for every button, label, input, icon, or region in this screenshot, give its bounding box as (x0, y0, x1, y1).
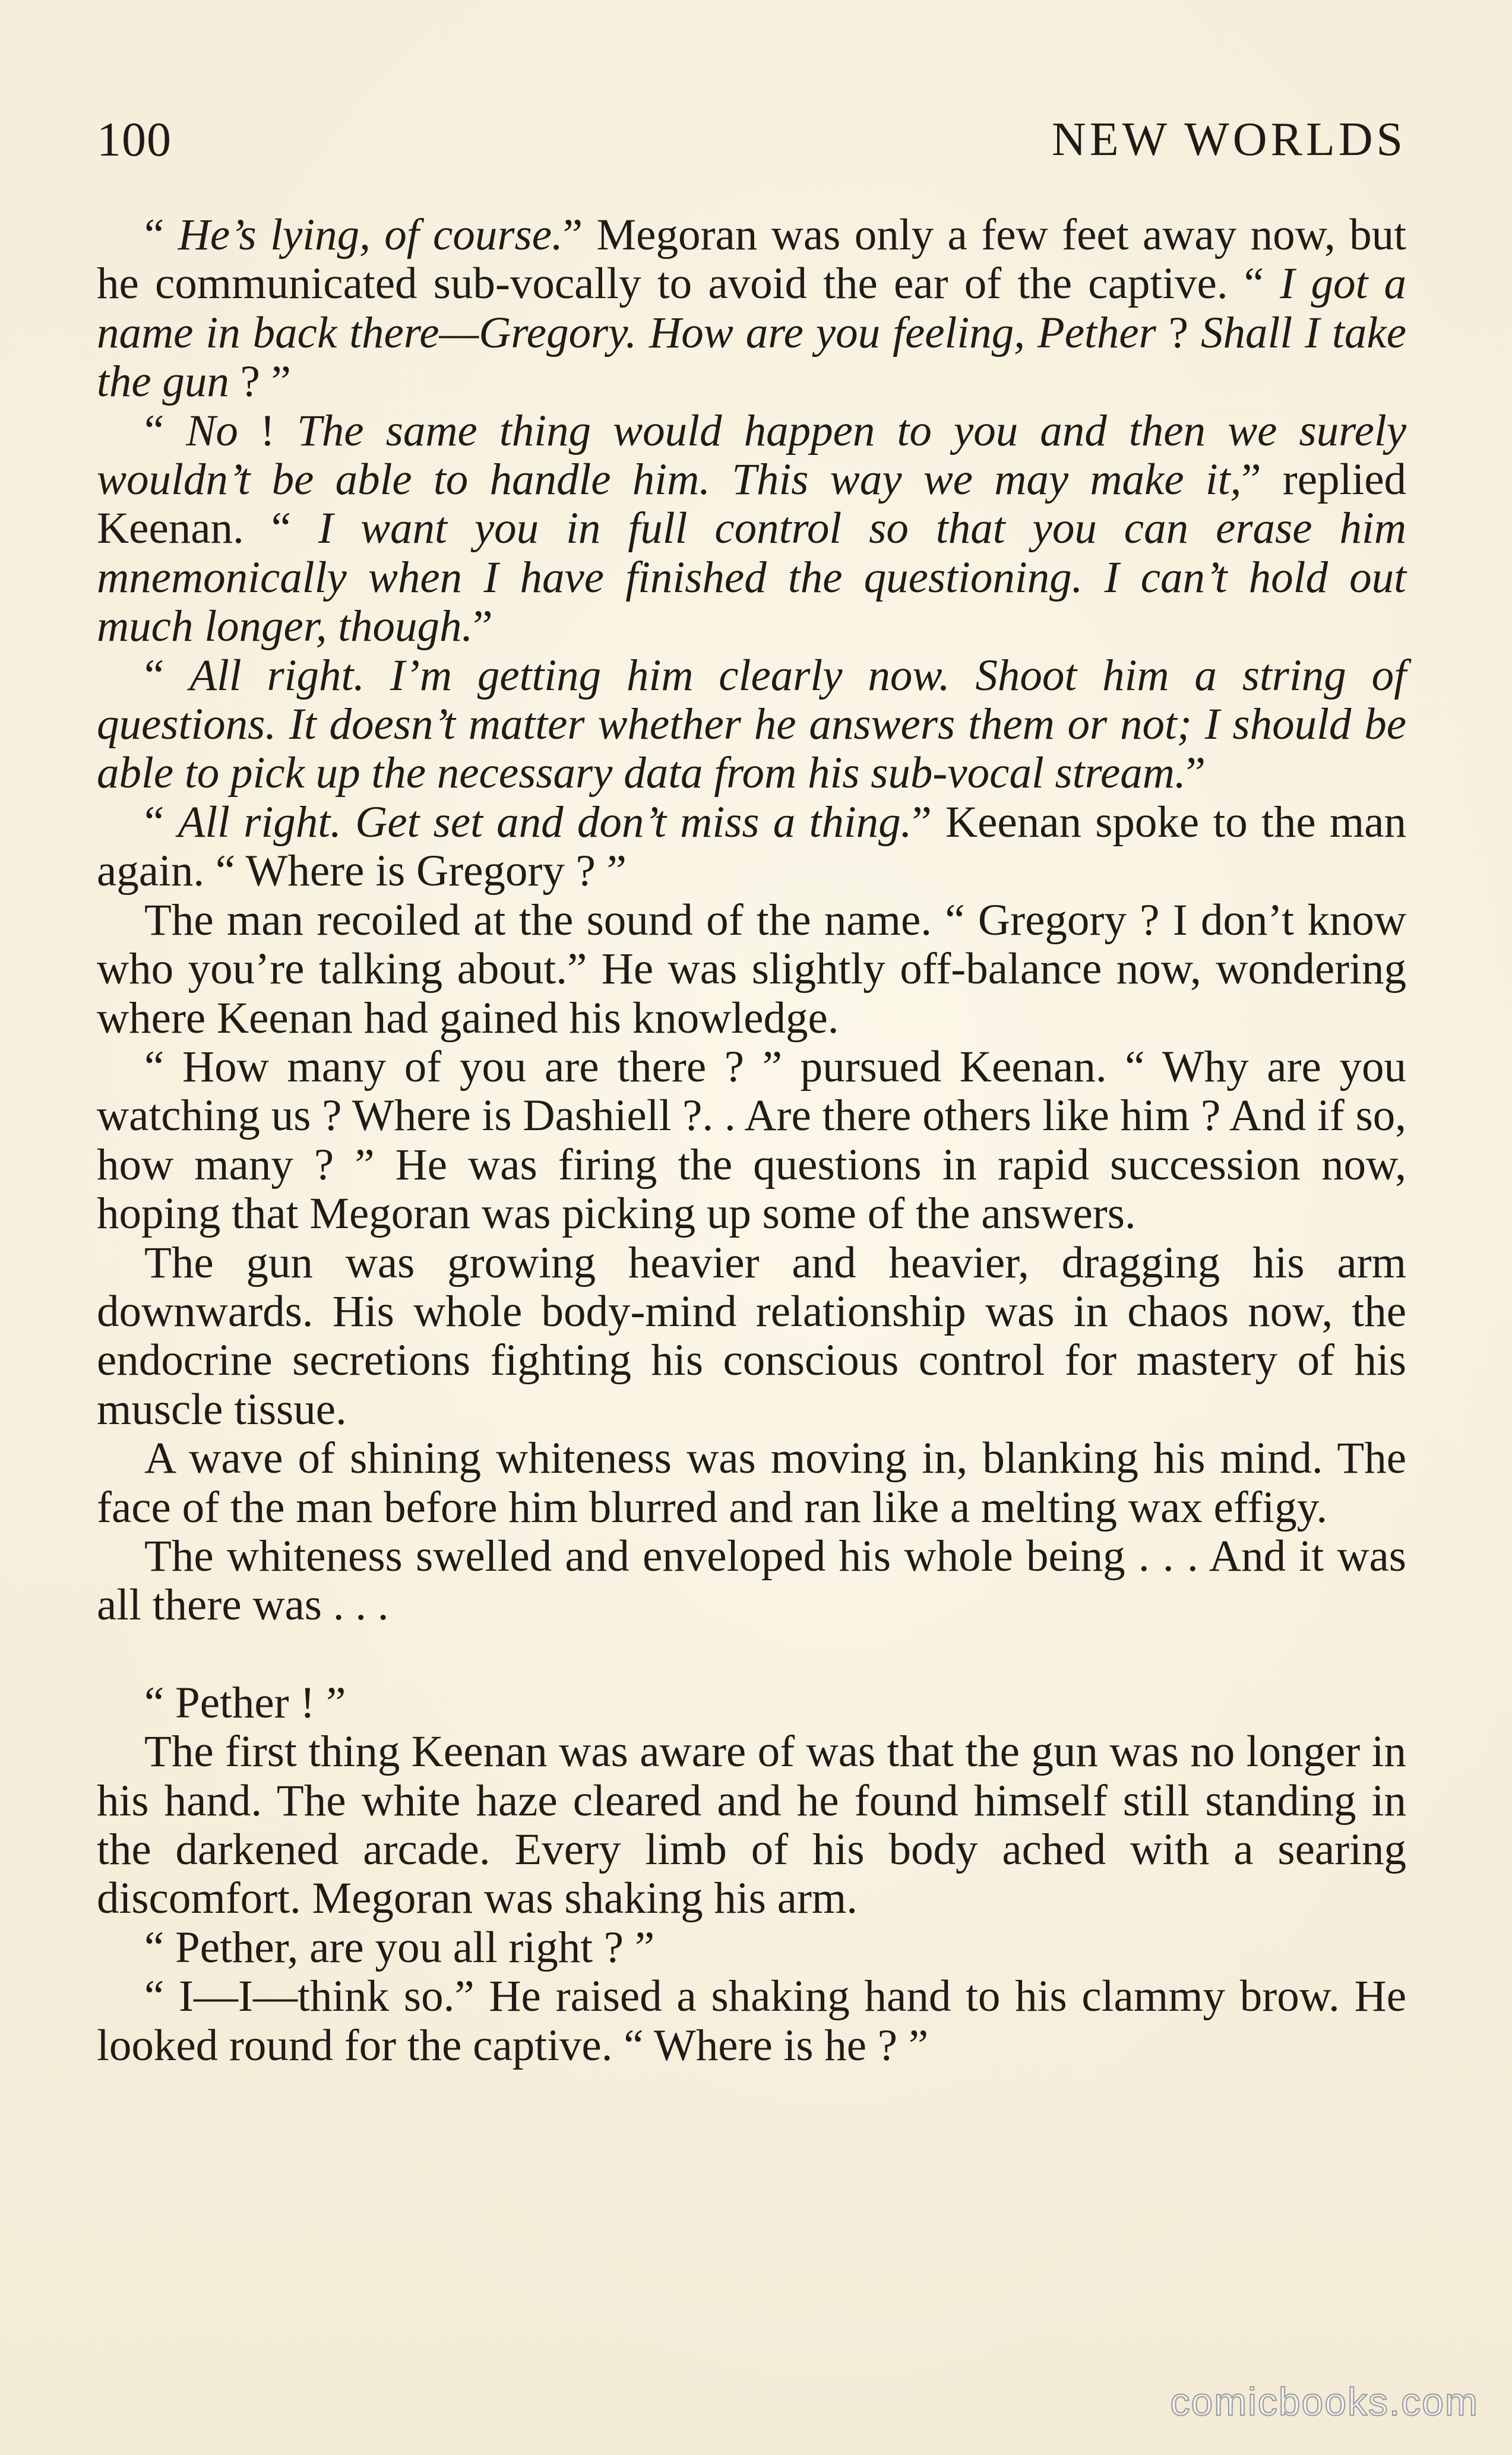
text-run: “ Pether, are you all right ? ” (144, 1922, 655, 1972)
text-run: ? ” (229, 357, 291, 407)
italic-text: I want you in full control so that you can erase him mnemonically when I have finished the questioning. I can’t hold out much longer, though. (97, 504, 1406, 651)
italic-text: All right. I’m getting him clearly now. Shoot him a string of questions. It doesn’t matter whether he answers them or not; I should be able to pick up the necessary data from his sub-vocal stream. (97, 650, 1406, 798)
paragraph (97, 211, 1406, 407)
italic-text: He’s lying, of course. (178, 210, 563, 260)
italic-text: I got a name in back there—Gregory. How are you feeling, Pether (97, 259, 1406, 358)
text-run: The whiteness swelled and enveloped his whole being . . . And it was all there was . . . (97, 1531, 1406, 1630)
text-run: ? (1156, 308, 1201, 358)
paragraph (97, 1972, 1406, 2070)
text-run: ” Keenan spoke to the man again. “ Where is Gregory ? ” (97, 797, 1407, 896)
paragraph (97, 1728, 1406, 1923)
paragraph (97, 1239, 1406, 1435)
paragraph (97, 1434, 1406, 1532)
italic-text: Shall I take the gun (97, 308, 1406, 407)
running-title: NEW WORLDS (1051, 113, 1406, 166)
paragraph (97, 1923, 1406, 1972)
paragraph (97, 896, 1406, 1043)
watermark-logo: comicbooks.com (1170, 2380, 1479, 2424)
body-text (97, 211, 1406, 2070)
text-run: “ How many of you are there ? ” pursued Keenan. “ Why are you watching us ? Where is Dashiell ?. . Are there others like him ? And if so, how many ? ” He was firing the questions in rapid succession now, hoping that Megoran was picking up some of the answers. (97, 1042, 1406, 1239)
text-run: ” replied Keenan. “ (97, 455, 1406, 553)
text-run: A wave of shining whiteness was moving in, blanking his mind. The face of the man before him blurred and ran like a melting wax effigy. (97, 1434, 1406, 1532)
italic-text: The same thing would happen to you and then we surely wouldn’t be able to handle him. This way we may make it, (97, 406, 1406, 505)
paragraph (97, 798, 1406, 896)
text-run: ! (238, 406, 298, 455)
page-header (97, 107, 1406, 172)
text-run: “ I—I—think so.” He raised a shaking hand to his clammy brow. He looked round for the captive. “ Where is he ? ” (97, 1972, 1406, 2070)
text-run: “ (144, 210, 178, 260)
text-run: The man recoiled at the sound of the name. “ Gregory ? I don’t know who you’re talking about.” He was slightly off-balance now, wondering where Keenan had gained his knowledge. (97, 895, 1406, 1043)
paragraph (97, 1043, 1406, 1239)
italic-text: No (186, 406, 238, 455)
text-run: ” (473, 602, 493, 651)
page-number: 100 (97, 112, 172, 166)
text-run: ” (1185, 748, 1206, 798)
text-run: “ (144, 406, 186, 455)
text-run: “ (144, 650, 190, 700)
paragraph (97, 651, 1406, 798)
paragraph (97, 1532, 1406, 1630)
text-run: The gun was growing heavier and heavier, dragging his arm downwards. His whole body-mind relationship was in chaos now, the endocrine secretions fighting his conscious control for mastery of his muscle tissue. (97, 1238, 1406, 1434)
text-run: “ Pether ! ” (144, 1678, 346, 1728)
text-run: ” Megoran was only a few feet away now, but he communicated sub-vocally to avoid the ear of the captive. “ (97, 210, 1406, 309)
paragraph (97, 1679, 1406, 1728)
text-run: “ (144, 797, 178, 847)
paragraph (97, 407, 1406, 651)
text-run: The first thing Keenan was aware of was that the gun was no longer in his hand. The white haze cleared and he found himself still standing in the darkened arcade. Every limb of his body ached with a searing discomfort. Megoran was shaking his arm. (97, 1727, 1406, 1923)
italic-text: All right. Get set and don’t miss a thing. (178, 797, 912, 847)
